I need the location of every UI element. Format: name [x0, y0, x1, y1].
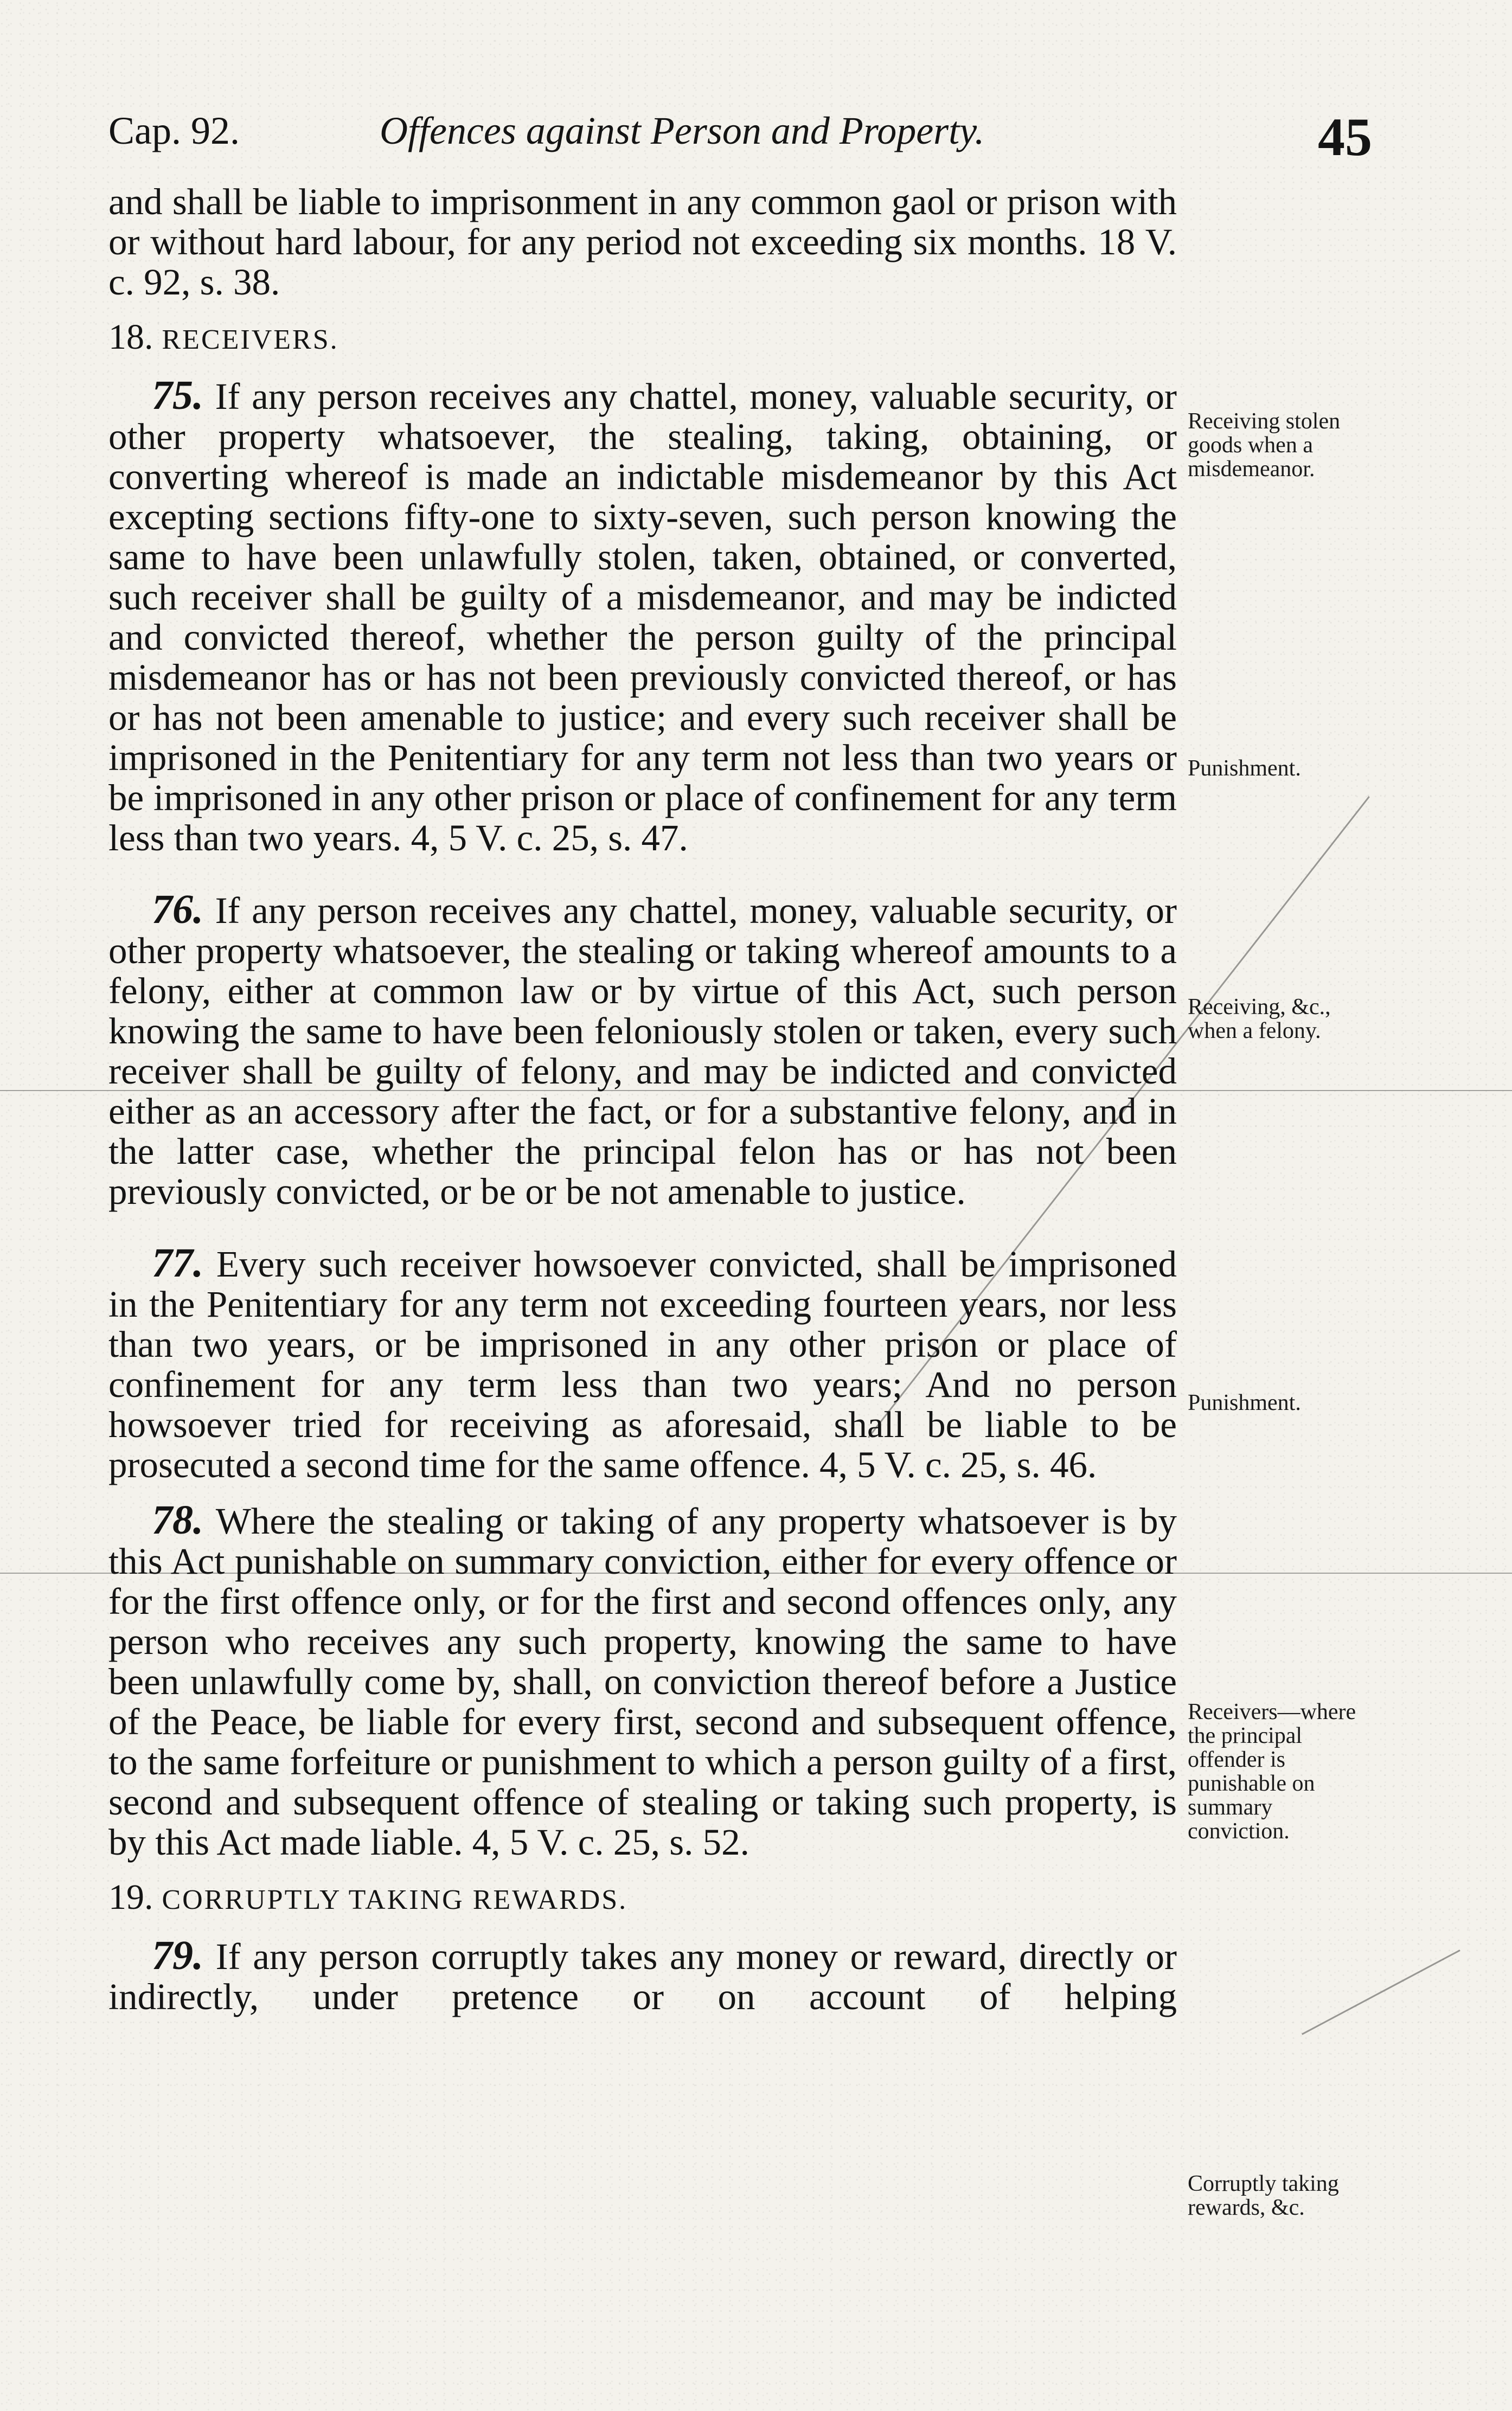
heading-number: 19.: [108, 1877, 153, 1917]
margin-note: Corruptly taking rewards, &c.: [1188, 2171, 1339, 2220]
section-number: 75.: [152, 373, 203, 418]
page-number: 45: [1318, 107, 1372, 167]
margin-note: Punishment.: [1188, 1390, 1301, 1415]
section-78: [108, 1497, 1177, 1863]
section-79: [108, 1935, 1177, 2017]
section-text: Where the stealing or taking of any property whatsoever is by this Act punishable on summary conviction, either for every offence or for the first offence only, or for the first and second offences only, any person who receives any such property, knowing the same to have been unlawfully come by, shall, on conviction thereof before a Justice of the Peace, be liable for every first, second and subsequent offence, to the same forfeiture or punishment to which a person guilty of a first, second and subsequent offence of stealing or taking such property, is by this Act made liable. 4, 5 V. c. 25, s. 52.: [108, 1501, 1177, 1863]
heading-text: CORRUPTLY TAKING REWARDS.: [162, 1884, 628, 1915]
margin-note: Receiving, &c., when a felony.: [1188, 995, 1331, 1043]
chapter-label: Cap. 92.: [108, 109, 240, 152]
heading-corruptly-taking-rewards: [108, 1877, 1177, 1920]
scratch-mark: [1302, 1950, 1460, 2035]
margin-note: Receivers—where the principal offender is punishable on summary conviction.: [1188, 1700, 1356, 1844]
section-text: Every such receiver howsoever convicted, shall be imprisoned in the Penitentiary for any term not exceeding fourteen years, nor less than two years, or be imprisoned in any other prison or place of confinement for any term less than two years; And no person howsoever tried for receiving as aforesaid, shall be liable to be prosecuted a second time for the same offence. 4, 5 V. c. 25, s. 46.: [108, 1243, 1177, 1485]
running-header: [108, 106, 1372, 165]
section-text: If any person receives any chattel, money, valuable security, or other property whatsoever, the stealing or taking whereof amounts to a felony, either at common law or by virtue of this Act, such person knowing the same to have been feloniously stolen or taken, every such receiver shall be guilty of felony, and may be indicted and convicted either as an accessory after the fact, or for a substantive felony, and in the latter case, whether the principal felon has or has not been previously convicted, or be or be not amenable to justice.: [108, 890, 1177, 1212]
margin-note: Receiving stolen goods when a misdemeanor.: [1188, 409, 1341, 482]
opening-paragraph: and shall be liable to imprisonment in any common gaol or prison with or without hard labour, for any period not exceeding six months. 18 V. c. 92, s. 38.: [108, 181, 1177, 303]
section-number: 77.: [152, 1240, 203, 1286]
heading-number: 18.: [108, 317, 153, 357]
margin-note: Punishment.: [1188, 756, 1301, 781]
section-75: [108, 375, 1177, 858]
heading-receivers: [108, 317, 1177, 360]
section-77: [108, 1240, 1177, 1485]
section-text: If any person corruptly takes any money or reward, directly or indirectly, under pretence or on account of helping: [108, 1936, 1177, 2017]
section-number: 76.: [152, 887, 203, 932]
main-text: [108, 182, 1177, 2017]
section-number: 79.: [152, 1933, 203, 1978]
heading-text: RECEIVERS.: [162, 324, 339, 355]
running-title: Offences against Person and Property.: [380, 109, 985, 152]
section-number: 78.: [152, 1497, 203, 1543]
section-76: [108, 889, 1177, 1211]
section-text: If any person receives any chattel, money, valuable security, or other property whatsoever, the stealing, taking, obtaining, or converting whereof is made an indictable misdemeanor by this Act excepting sections fifty-one to sixty-seven, such person knowing the same to have been unlawfully stolen, taken, obtained, or converted, such receiver shall be guilty of a misdemeanor, and may be indicted and convicted thereof, whether the person guilty of the principal misdemeanor has or has not been previously convicted thereof, or has or has not been amenable to justice; and every such receiver shall be imprisoned in the Penitentiary for any term not less than two years or be imprisoned in any other prison or place of confinement for any term less than two years. 4, 5 V. c. 25, s. 47.: [108, 376, 1177, 858]
